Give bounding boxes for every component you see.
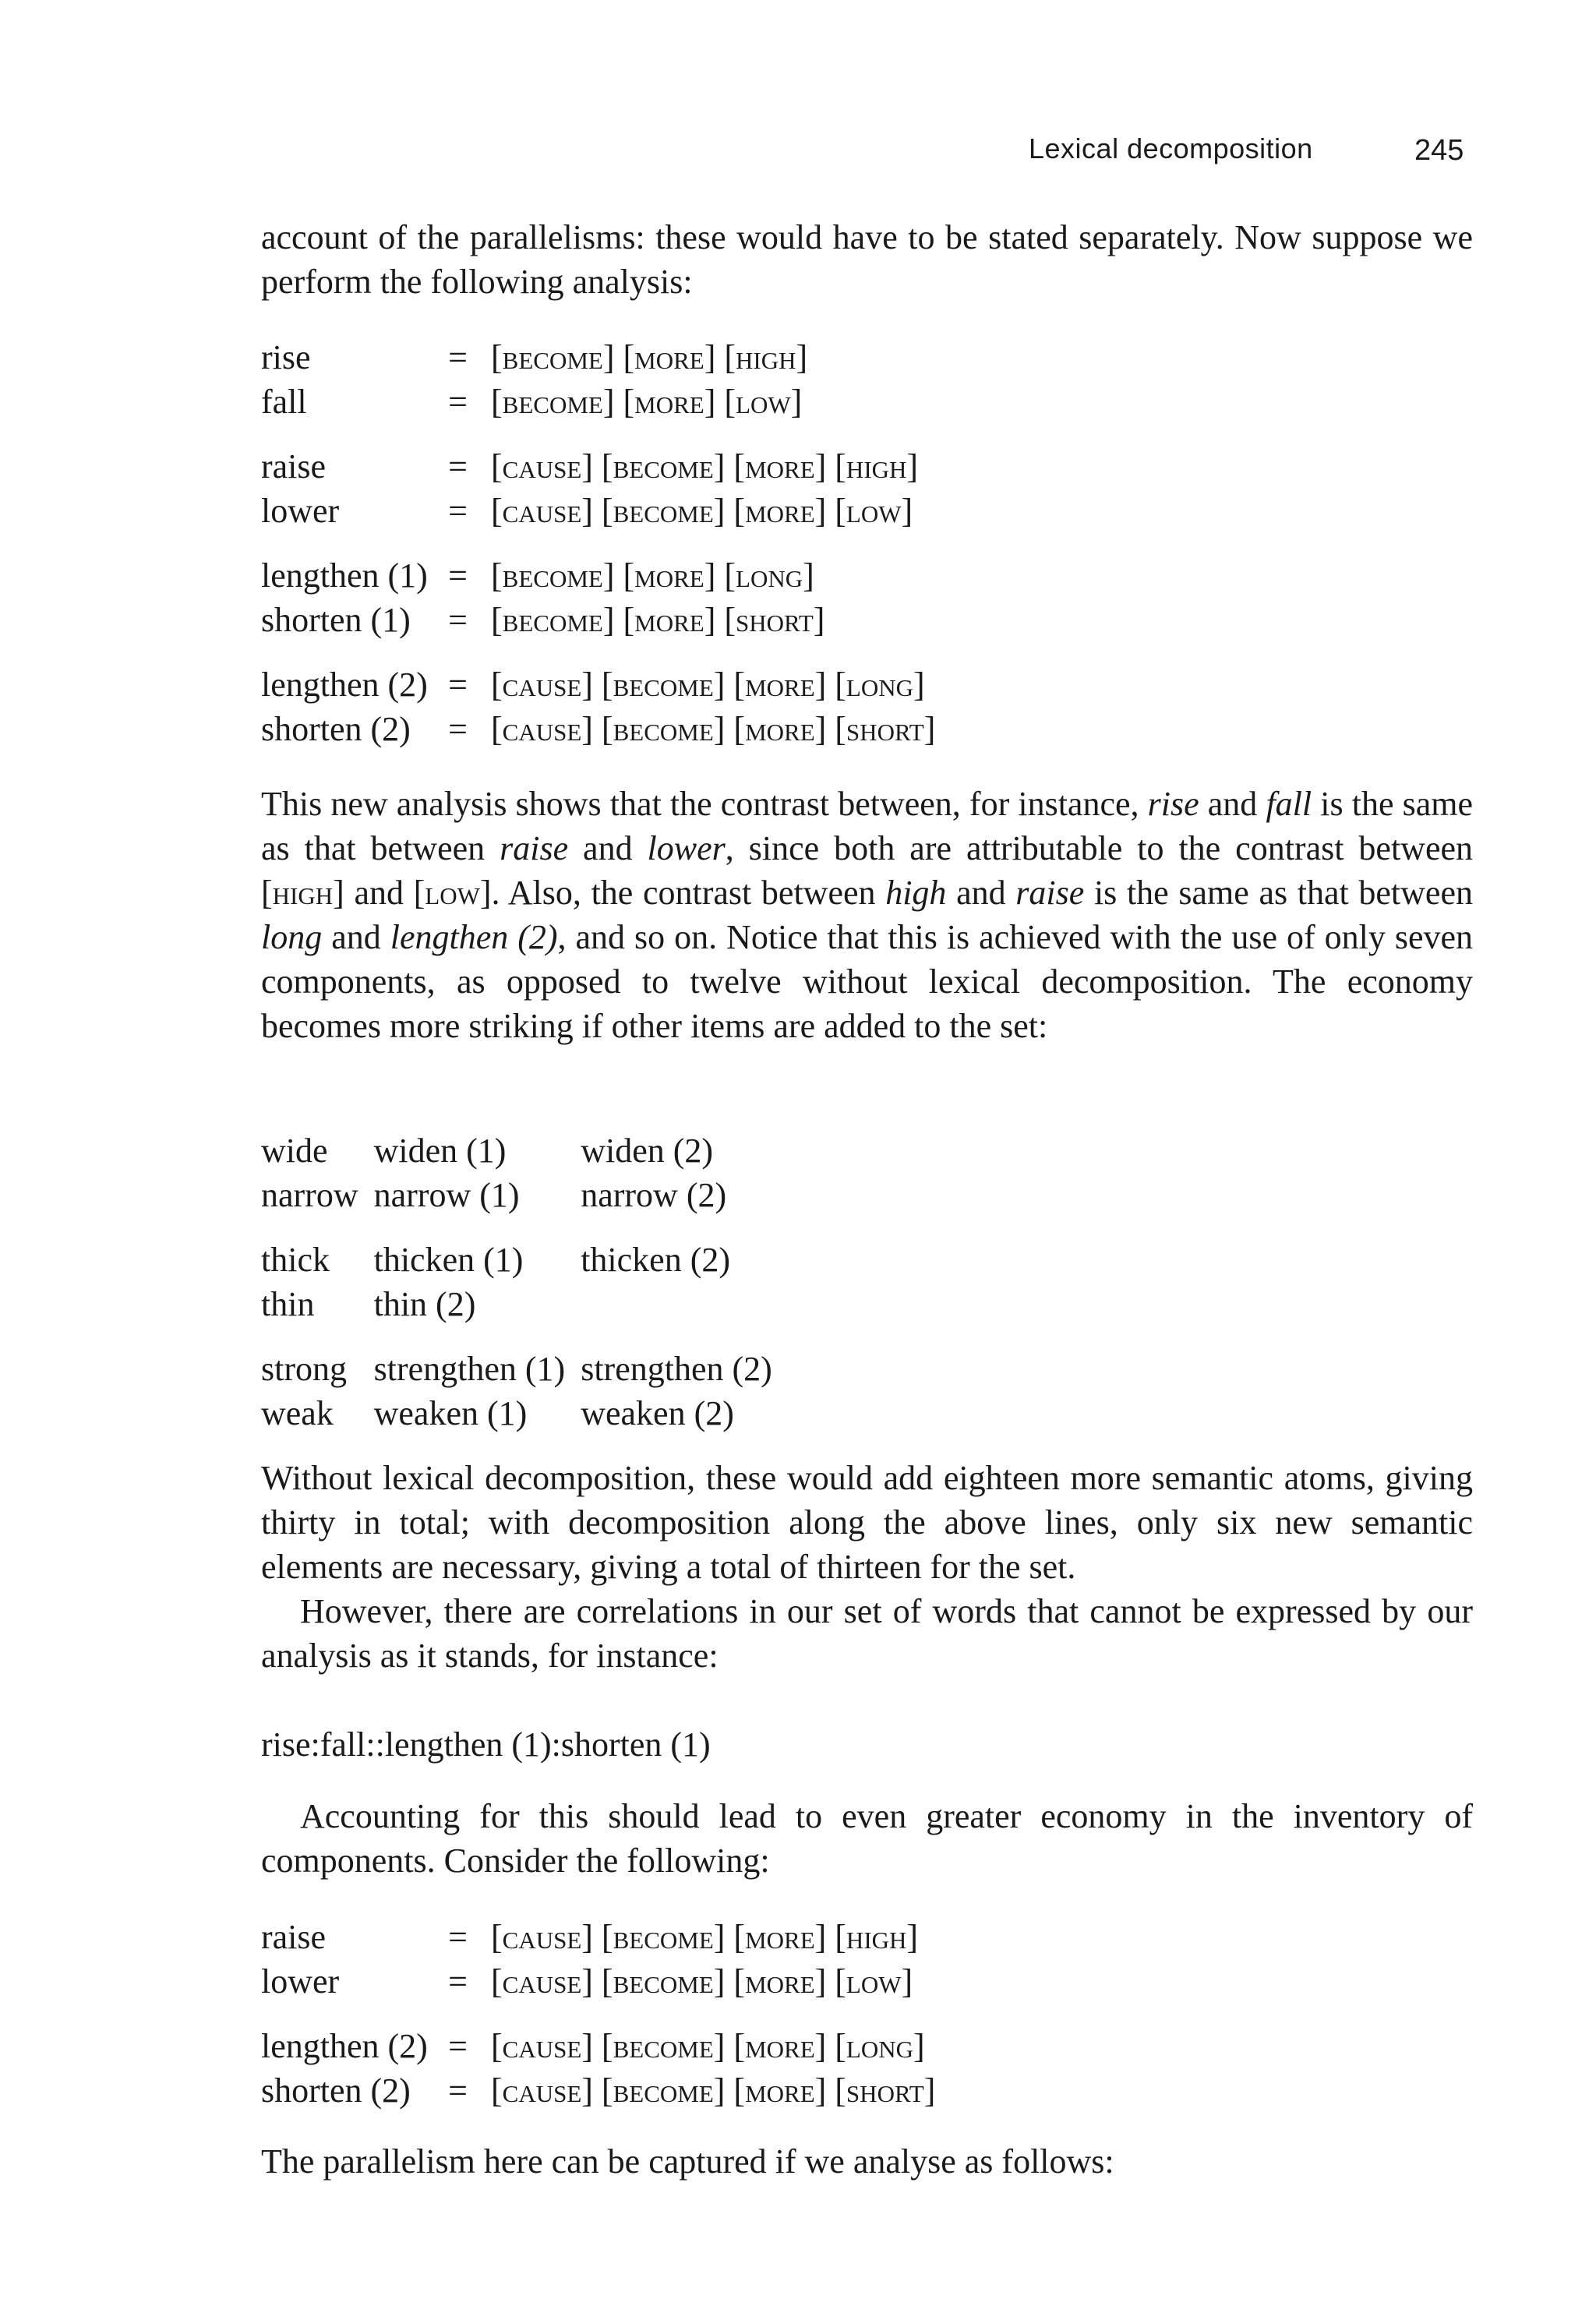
smallcaps-term: [low] [413,874,492,912]
analysis-row [261,533,935,598]
paragraph-analysis [261,782,1473,1048]
analysis-table-1 [261,335,1473,751]
equals-sign: = [448,666,468,704]
word-row [261,1217,788,1282]
analysis-definition: [cause] [become] [more] [high] [491,1918,919,1956]
analysis-definition: [become] [more] [high] [491,338,808,376]
analysis-row [261,489,935,533]
text-run: and [322,918,390,956]
equals-sign: = [448,710,468,748]
analysis-word: lengthen (2) [261,2027,428,2065]
analysis-row [261,598,935,642]
analysis-row [261,380,935,424]
analysis-definition: [cause] [become] [more] [short] [491,2071,936,2110]
word-row [261,1282,788,1326]
analysis-row [261,642,935,707]
word-cell: wide [261,1132,328,1170]
ratio-text: rise:fall::lengthen (1):shorten (1) [261,1725,711,1764]
word-cell: thin (2) [373,1285,476,1323]
equals-sign: = [448,1918,468,1956]
analysis-row [261,335,935,380]
text-run: , since both are attributable to the contrast between [725,829,1473,867]
word-cell: strong [261,1350,347,1388]
paragraph-text: The parallelism here can be captured if we analyse as follows: [261,2142,1114,2181]
text-run: and [1199,785,1266,823]
word-cell: narrow [261,1176,358,1214]
analysis-row [261,707,935,751]
word-cell: weaken (2) [581,1394,734,1432]
word-cell: thin [261,1285,315,1323]
italic-term: lower [647,829,726,867]
analysis-table-2 [261,1915,1473,2113]
text-run: and [568,829,648,867]
equals-sign: = [448,601,468,639]
analysis-word: raise [261,1918,327,1956]
analysis-row [261,2068,935,2113]
word-cell: thick [261,1241,330,1279]
text-run: is the same as that between [1084,874,1473,912]
text-run: , and so on. Notice that this is achieved with the use of only seven components, as opposed to twelve without lexical decomposition. The economy becomes more striking if other items are added to the set: [261,918,1474,1045]
paragraph-text: However, there are correlations in our set of words that cannot be expressed by our analysis as it stands, for instance: [261,1592,1473,1675]
analysis-definition: [cause] [become] [more] [short] [491,710,936,748]
analysis-word: rise [261,338,311,376]
analysis-definition: [become] [more] [low] [491,383,803,421]
equals-sign: = [448,556,468,595]
equals-sign: = [448,383,468,421]
word-cell: widen (1) [373,1132,507,1170]
word-cell: weaken (1) [373,1394,528,1432]
italic-term: fall [1266,785,1312,823]
text-run: is the same as that between [261,785,1474,867]
italic-term: raise [1015,874,1085,912]
analysis-definition: [become] [more] [short] [491,601,825,639]
analysis-row [261,424,935,489]
text-run: This new analysis shows that the contrast between, for instance, [261,785,1148,823]
analysis-word: shorten (1) [261,601,411,639]
word-row [261,1391,788,1436]
equals-sign: = [448,338,468,376]
word-row [261,1128,788,1173]
analysis-word: shorten (2) [261,2071,411,2110]
word-cell: strengthen (2) [581,1350,772,1388]
ratio-line [261,1722,1473,1767]
analysis-word: lengthen (2) [261,666,428,704]
analysis-definition: [cause] [become] [more] [long] [491,2027,925,2065]
word-cell: thicken (2) [581,1241,731,1279]
analysis-word: lengthen (1) [261,556,428,595]
text-run: and [946,874,1016,912]
italic-term: rise [1147,785,1199,823]
analysis-word: shorten (2) [261,710,411,748]
paragraph-text: Without lexical decomposition, these would add eighteen more semantic atoms, giving thirty in total; with decomposition along the above lines, only six new semantic elements are necessary, giving a total of thirteen for the set. [261,1459,1473,1586]
equals-sign: = [448,447,468,486]
smallcaps-term: [high] [261,874,344,912]
paragraph-accounting [261,1794,1473,1883]
word-row [261,1326,788,1391]
page-number: 245 [1414,134,1464,167]
text-run: and [344,874,414,912]
word-row [261,1173,788,1217]
analysis-row [261,2004,935,2068]
equals-sign: = [448,2071,468,2110]
equals-sign: = [448,1962,468,2001]
word-cell: strengthen (1) [373,1350,566,1388]
word-cell: thicken (1) [373,1241,524,1279]
paragraph-parallelism [261,2139,1473,2184]
word-cell [581,1282,788,1326]
analysis-definition: [become] [more] [long] [491,556,814,595]
analysis-row [261,1959,935,2004]
paragraph-economy [261,1456,1473,1678]
word-cell: narrow (2) [581,1176,727,1214]
analysis-definition: [cause] [become] [more] [high] [491,447,919,486]
equals-sign: = [448,492,468,530]
paragraph-intro [261,215,1473,304]
paragraph-text [261,782,1473,1048]
paragraph-text: account of the parallelisms: these would have to be stated separately. Now suppose we perform the following analysis: [261,218,1473,301]
analysis-word: lower [261,492,340,530]
analysis-row [261,1915,935,1959]
italic-term: lengthen (2) [390,918,558,956]
italic-term: high [885,874,947,912]
analysis-definition: [cause] [become] [more] [low] [491,1962,913,2001]
analysis-word: fall [261,383,307,421]
word-cell: widen (2) [581,1132,714,1170]
text-run: . Also, the contrast between [491,874,886,912]
analysis-word: raise [261,447,327,486]
italic-term: raise [500,829,569,867]
word-cell: narrow (1) [373,1176,520,1214]
word-cell: weak [261,1394,334,1432]
word-table [261,1128,1473,1436]
paragraph-text: Accounting for this should lead to even greater economy in the inventory of components. Consider the following: [261,1797,1473,1880]
analysis-definition: [cause] [become] [more] [low] [491,492,913,530]
analysis-word: lower [261,1962,340,2001]
running-head: Lexical decomposition [1029,132,1313,164]
equals-sign: = [448,2027,468,2065]
italic-term: long [261,918,323,956]
analysis-definition: [cause] [become] [more] [long] [491,666,925,704]
